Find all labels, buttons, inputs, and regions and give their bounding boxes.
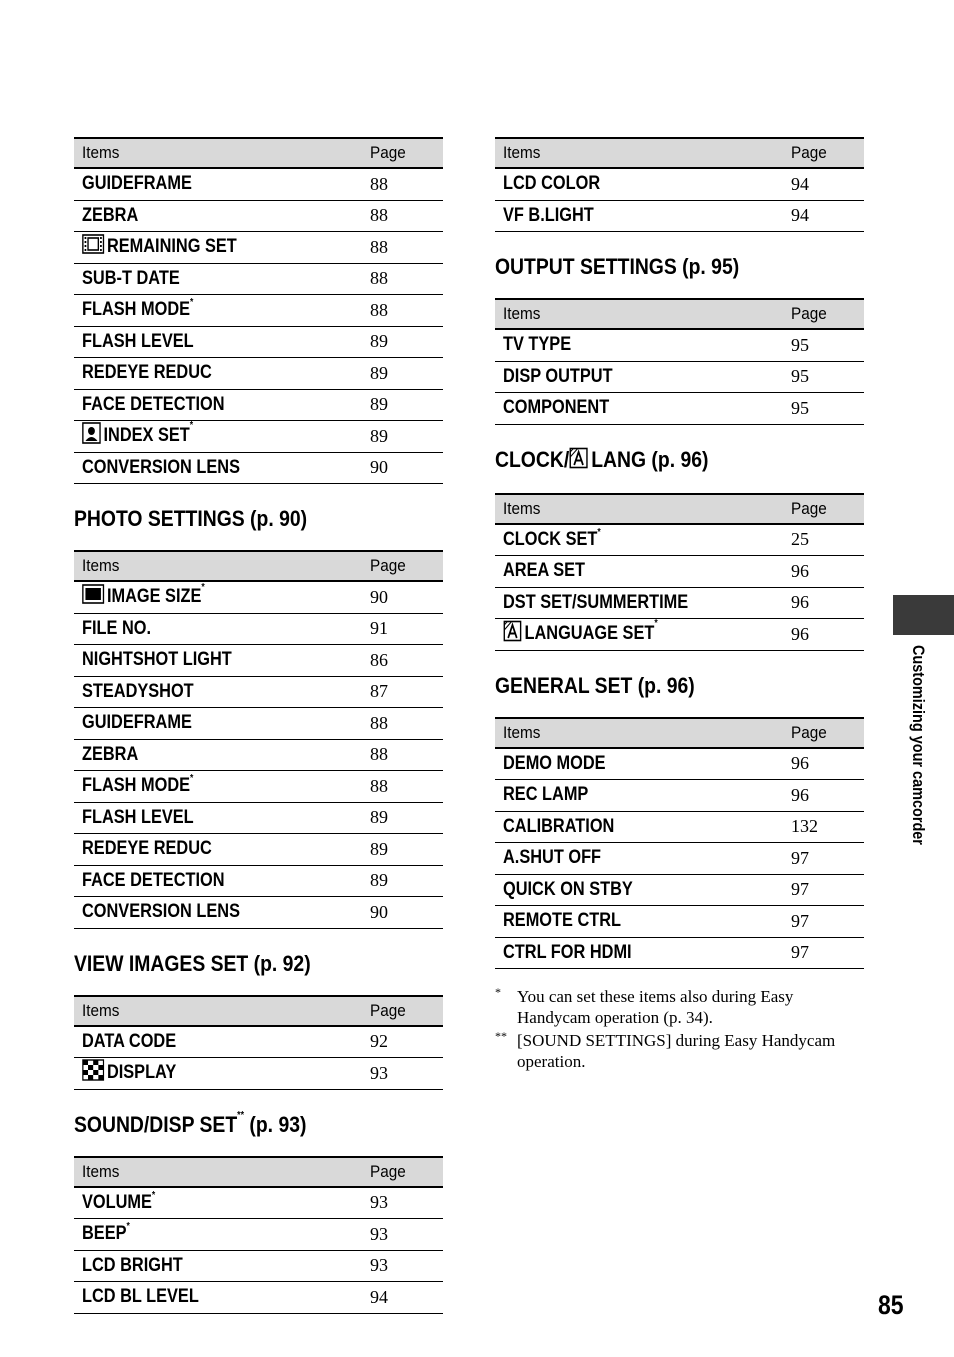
column-header-items: Items [495,138,783,168]
table-row [495,361,864,393]
image-size-icon [82,584,104,610]
table-row [495,524,864,556]
item-name: CALIBRATION [495,811,783,843]
table-header-row [495,299,864,329]
page-ref: 94 [362,1282,443,1314]
table-row [495,556,864,588]
item-name: TV TYPE [495,329,783,361]
item-name: FLASH LEVEL [74,802,362,834]
item-name: IMAGE SIZE* [74,581,362,613]
item-name: LANGUAGE SET* [495,619,783,651]
item-name: NIGHTSHOT LIGHT [74,645,362,677]
table-row [74,676,443,708]
table-row [495,200,864,232]
side-tab [893,595,954,635]
table-row [495,168,864,200]
table-header-row [495,138,864,168]
table-row [74,232,443,264]
page-ref: 25 [783,524,864,556]
language-icon [503,620,522,648]
section-title-output-settings: OUTPUT SETTINGS (p. 95) [495,254,740,279]
footnotes [495,986,864,1072]
page-ref: 89 [362,326,443,358]
item-name: CONVERSION LENS [74,452,362,484]
table-row [74,295,443,327]
table-row [74,452,443,484]
table-row [74,834,443,866]
side-label: Customizing your camcorder [909,645,928,845]
page-ref: 90 [362,452,443,484]
menu-table [74,550,443,929]
item-name: BEEP* [74,1219,362,1251]
item-name: REMAINING SET [74,232,362,264]
page-ref: 95 [783,329,864,361]
item-name: CLOCK SET* [495,524,783,556]
page-ref: 94 [783,200,864,232]
table-row [495,619,864,651]
item-name: GUIDEFRAME [74,168,362,200]
page-ref: 88 [362,200,443,232]
column-header-page: Page [362,996,443,1026]
item-name: A.SHUT OFF [495,843,783,875]
page-ref: 89 [362,389,443,421]
item-name: COMPONENT [495,393,783,425]
menu-table [74,995,443,1090]
item-name: AREA SET [495,556,783,588]
page-ref: 97 [783,843,864,875]
menu-table [495,717,864,970]
table-row [74,771,443,803]
page-ref: 132 [783,811,864,843]
page-ref: 89 [362,865,443,897]
page-ref: 93 [362,1058,443,1090]
table-row [495,843,864,875]
face-icon [82,422,101,450]
table-row [74,263,443,295]
menu-table [495,493,864,651]
page-ref: 89 [362,802,443,834]
table-row [495,937,864,969]
page-ref: 97 [783,906,864,938]
item-name: FACE DETECTION [74,865,362,897]
item-name: QUICK ON STBY [495,874,783,906]
footnote: ** [SOUND SETTINGS] during Easy Handycam operation. [495,1029,836,1072]
table-row [495,906,864,938]
page-ref: 93 [362,1187,443,1219]
page-ref: 96 [783,619,864,651]
page-ref: 86 [362,645,443,677]
table-header-row [495,718,864,748]
item-name: INDEX SET* [74,421,362,453]
column-header-page: Page [783,718,864,748]
section-title-general-set: GENERAL SET (p. 96) [495,672,695,698]
table-row [74,708,443,740]
table-row [495,587,864,619]
table-row [74,802,443,834]
page-ref: 89 [362,421,443,453]
column-header-items: Items [495,299,783,329]
table-row [74,897,443,929]
column-header-page: Page [783,138,864,168]
section-title-photo-settings: PHOTO SETTINGS (p. 90) [74,506,308,531]
table-header-row [495,494,864,524]
page-ref: 88 [362,232,443,264]
column-header-page: Page [362,551,443,581]
menu-table [495,137,864,232]
item-name: DST SET/SUMMERTIME [495,587,783,619]
checker-icon [82,1059,104,1087]
table-row [74,645,443,677]
page-ref: 87 [362,676,443,708]
item-name: REDEYE REDUC [74,358,362,390]
page-ref: 89 [362,358,443,390]
language-icon [569,447,588,475]
section-title-clock-lang: CLOCK/ LANG (p. 96) [495,447,864,475]
item-name: STEADYSHOT [74,676,362,708]
column-header-items: Items [74,996,362,1026]
table-row [495,874,864,906]
page-ref: 96 [783,587,864,619]
page-ref: 95 [783,393,864,425]
column-header-items: Items [495,718,783,748]
item-name: CONVERSION LENS [74,897,362,929]
item-name: REMOTE CTRL [495,906,783,938]
page-ref: 96 [783,556,864,588]
column-header-items: Items [495,494,783,524]
table-row [495,780,864,812]
column-header-page: Page [783,299,864,329]
film-icon [82,234,104,260]
page-ref: 90 [362,897,443,929]
table-row [74,326,443,358]
table-row [74,865,443,897]
item-name: LCD BRIGHT [74,1250,362,1282]
page-ref: 88 [362,168,443,200]
item-name: LCD COLOR [495,168,783,200]
page-ref: 96 [783,780,864,812]
page-ref: 89 [362,834,443,866]
page-ref: 93 [362,1250,443,1282]
table-header-row [74,138,443,168]
page-ref: 96 [783,748,864,780]
table-row [74,613,443,645]
table-row [74,1058,443,1090]
column-header-page: Page [362,1157,443,1187]
item-name: DISP OUTPUT [495,361,783,393]
page-ref: 88 [362,708,443,740]
table-row [74,581,443,613]
item-name: FACE DETECTION [74,389,362,421]
page-ref: 92 [362,1026,443,1058]
page-ref: 93 [362,1219,443,1251]
right-column [495,137,864,1074]
menu-table [495,298,864,425]
table-row [74,168,443,200]
page-ref: 91 [362,613,443,645]
table-row [74,358,443,390]
column-header-page: Page [783,494,864,524]
item-name: VOLUME* [74,1187,362,1219]
page-ref: 88 [362,263,443,295]
table-row [495,329,864,361]
item-name: FLASH MODE* [74,295,362,327]
column-header-items: Items [74,551,362,581]
column-header-items: Items [74,1157,362,1187]
page-number: 85 [878,1290,904,1320]
section-title-view-images-set: VIEW IMAGES SET (p. 92) [74,950,311,976]
page-ref: 94 [783,168,864,200]
left-column [74,137,443,1314]
table-header-row [74,551,443,581]
table-row [495,748,864,780]
page-ref: 97 [783,874,864,906]
table-row [74,1219,443,1251]
column-header-items: Items [74,138,362,168]
item-name: SUB-T DATE [74,263,362,295]
table-header-row [74,996,443,1026]
item-name: REDEYE REDUC [74,834,362,866]
page-ref: 88 [362,771,443,803]
item-name: CTRL FOR HDMI [495,937,783,969]
page-ref: 88 [362,739,443,771]
page-ref: 97 [783,937,864,969]
menu-table [74,1156,443,1314]
table-header-row [74,1157,443,1187]
item-name: REC LAMP [495,780,783,812]
item-name: ZEBRA [74,200,362,232]
page-ref: 95 [783,361,864,393]
item-name: GUIDEFRAME [74,708,362,740]
item-name: FLASH LEVEL [74,326,362,358]
section-title-sound-disp-set: SOUND/DISP SET** (p. 93) [74,1109,307,1137]
table-row [74,1250,443,1282]
table-row [74,200,443,232]
menu-table [74,137,443,484]
table-row [74,1187,443,1219]
table-row [74,739,443,771]
table-row [74,1282,443,1314]
item-name: VF B.LIGHT [495,200,783,232]
page-ref: 88 [362,295,443,327]
item-name: ZEBRA [74,739,362,771]
item-name: FILE NO. [74,613,362,645]
item-name: LCD BL LEVEL [74,1282,362,1314]
item-name: DISPLAY [74,1058,362,1090]
table-row [495,393,864,425]
item-name: DATA CODE [74,1026,362,1058]
table-row [495,811,864,843]
item-name: DEMO MODE [495,748,783,780]
table-row [74,421,443,453]
column-header-page: Page [362,138,443,168]
footnote: * You can set these items also during Easy Handycam operation (p. 34). [495,985,794,1028]
table-row [74,1026,443,1058]
page-ref: 90 [362,581,443,613]
table-row [74,389,443,421]
item-name: FLASH MODE* [74,771,362,803]
